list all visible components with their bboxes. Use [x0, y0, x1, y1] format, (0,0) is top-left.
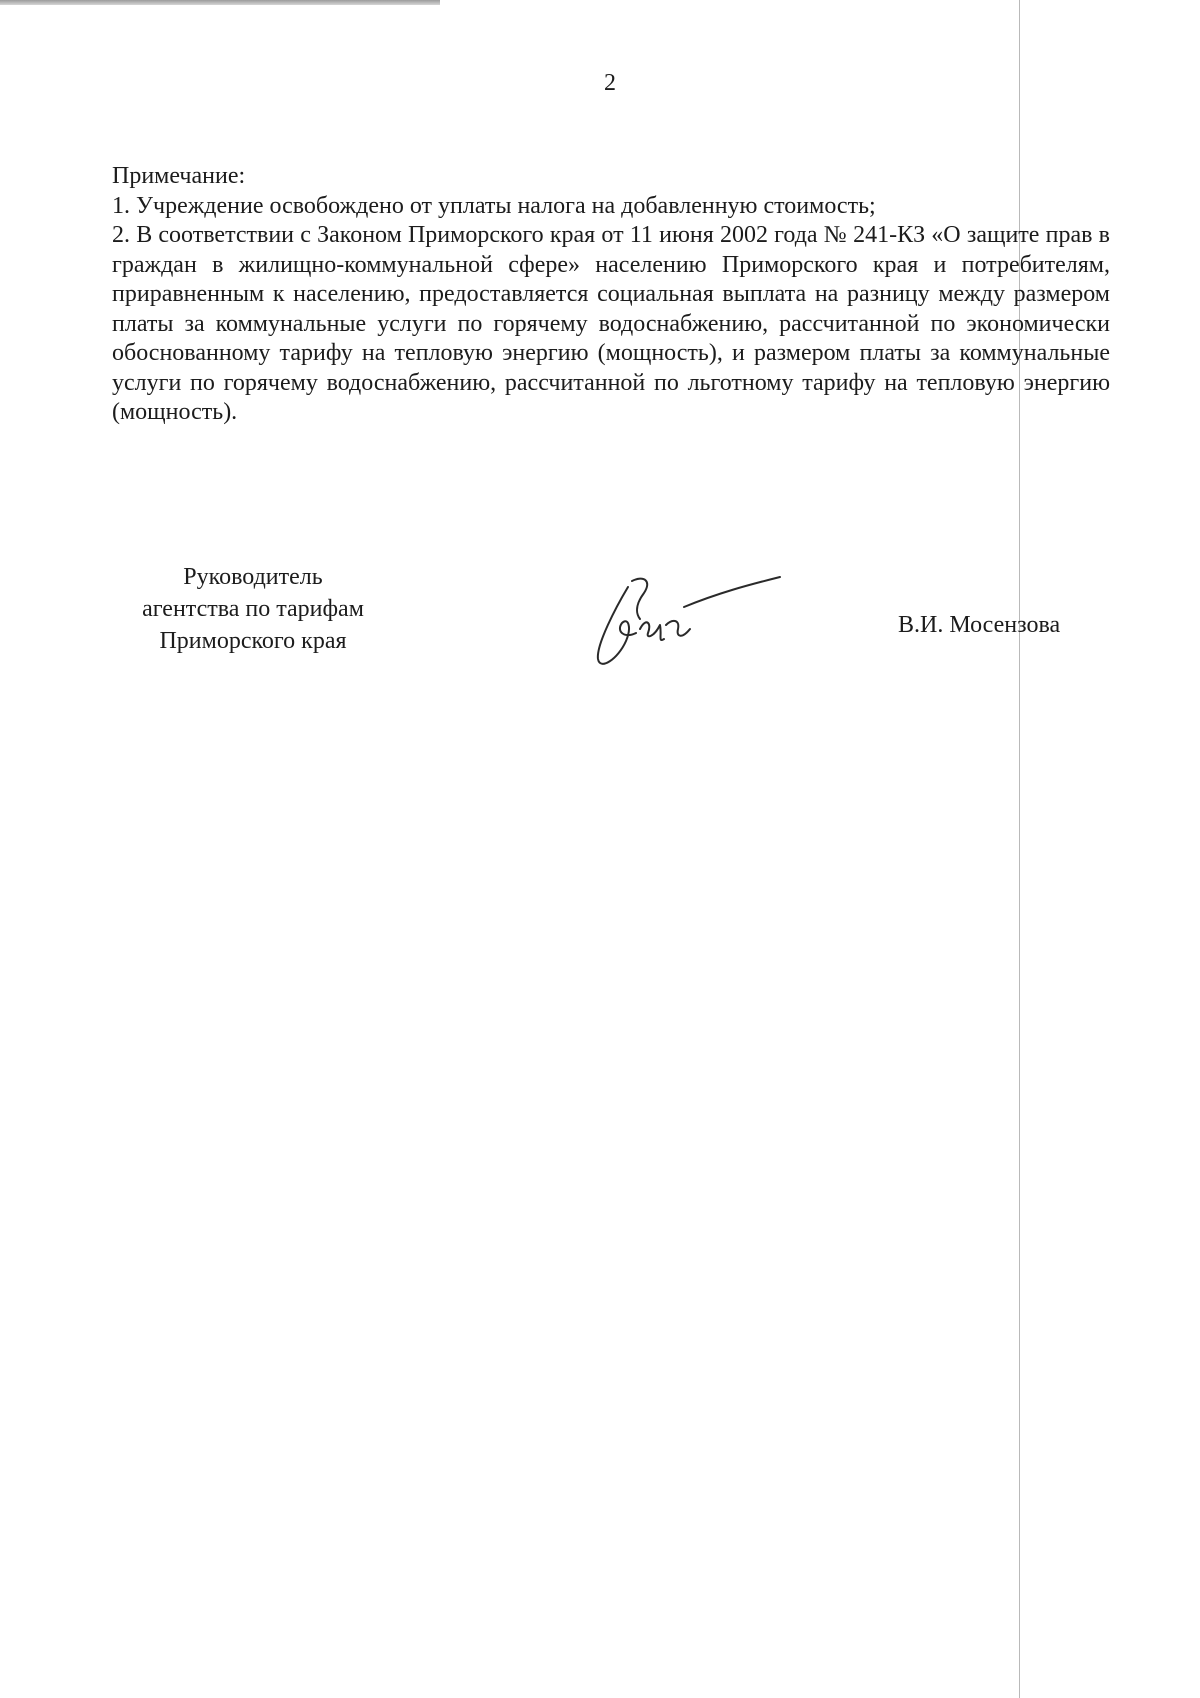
- scan-top-edge: [0, 0, 440, 5]
- signatory-title-line: агентства по тарифам: [142, 596, 364, 622]
- page-number: 2: [604, 70, 616, 96]
- signatory-name: В.И. Мосензова: [898, 612, 1061, 638]
- note-block: [112, 162, 1110, 428]
- signatory-title-line: Руководитель: [183, 564, 323, 590]
- handwritten-signature: [588, 567, 788, 677]
- note-item-vat: 1. Учреждение освобождено от уплаты налога на добавленную стоимость;: [112, 192, 876, 219]
- signatory-title: [108, 561, 398, 657]
- note-title: Примечание:: [112, 163, 246, 189]
- note-item-law: 2. В соответствии с Законом Приморского края от 11 июня 2002 года № 241-КЗ «О защите прав в граждан в жилищно-коммунальной сфере» населению Приморского края и потребителям, приравненным к населению, предоставляется социальная выплата на разницу между размером платы за коммунальные услуги по горячему водоснабжению, рассчитанной по экономически обоснованному тарифу на тепловую энергию (мощность), и размером платы за коммунальные услуги по горячему водоснабжению, рассчитанной по льготному тарифу на тепловую энергию (мощность).: [112, 222, 1110, 425]
- signatory-title-line: Приморского края: [159, 628, 347, 654]
